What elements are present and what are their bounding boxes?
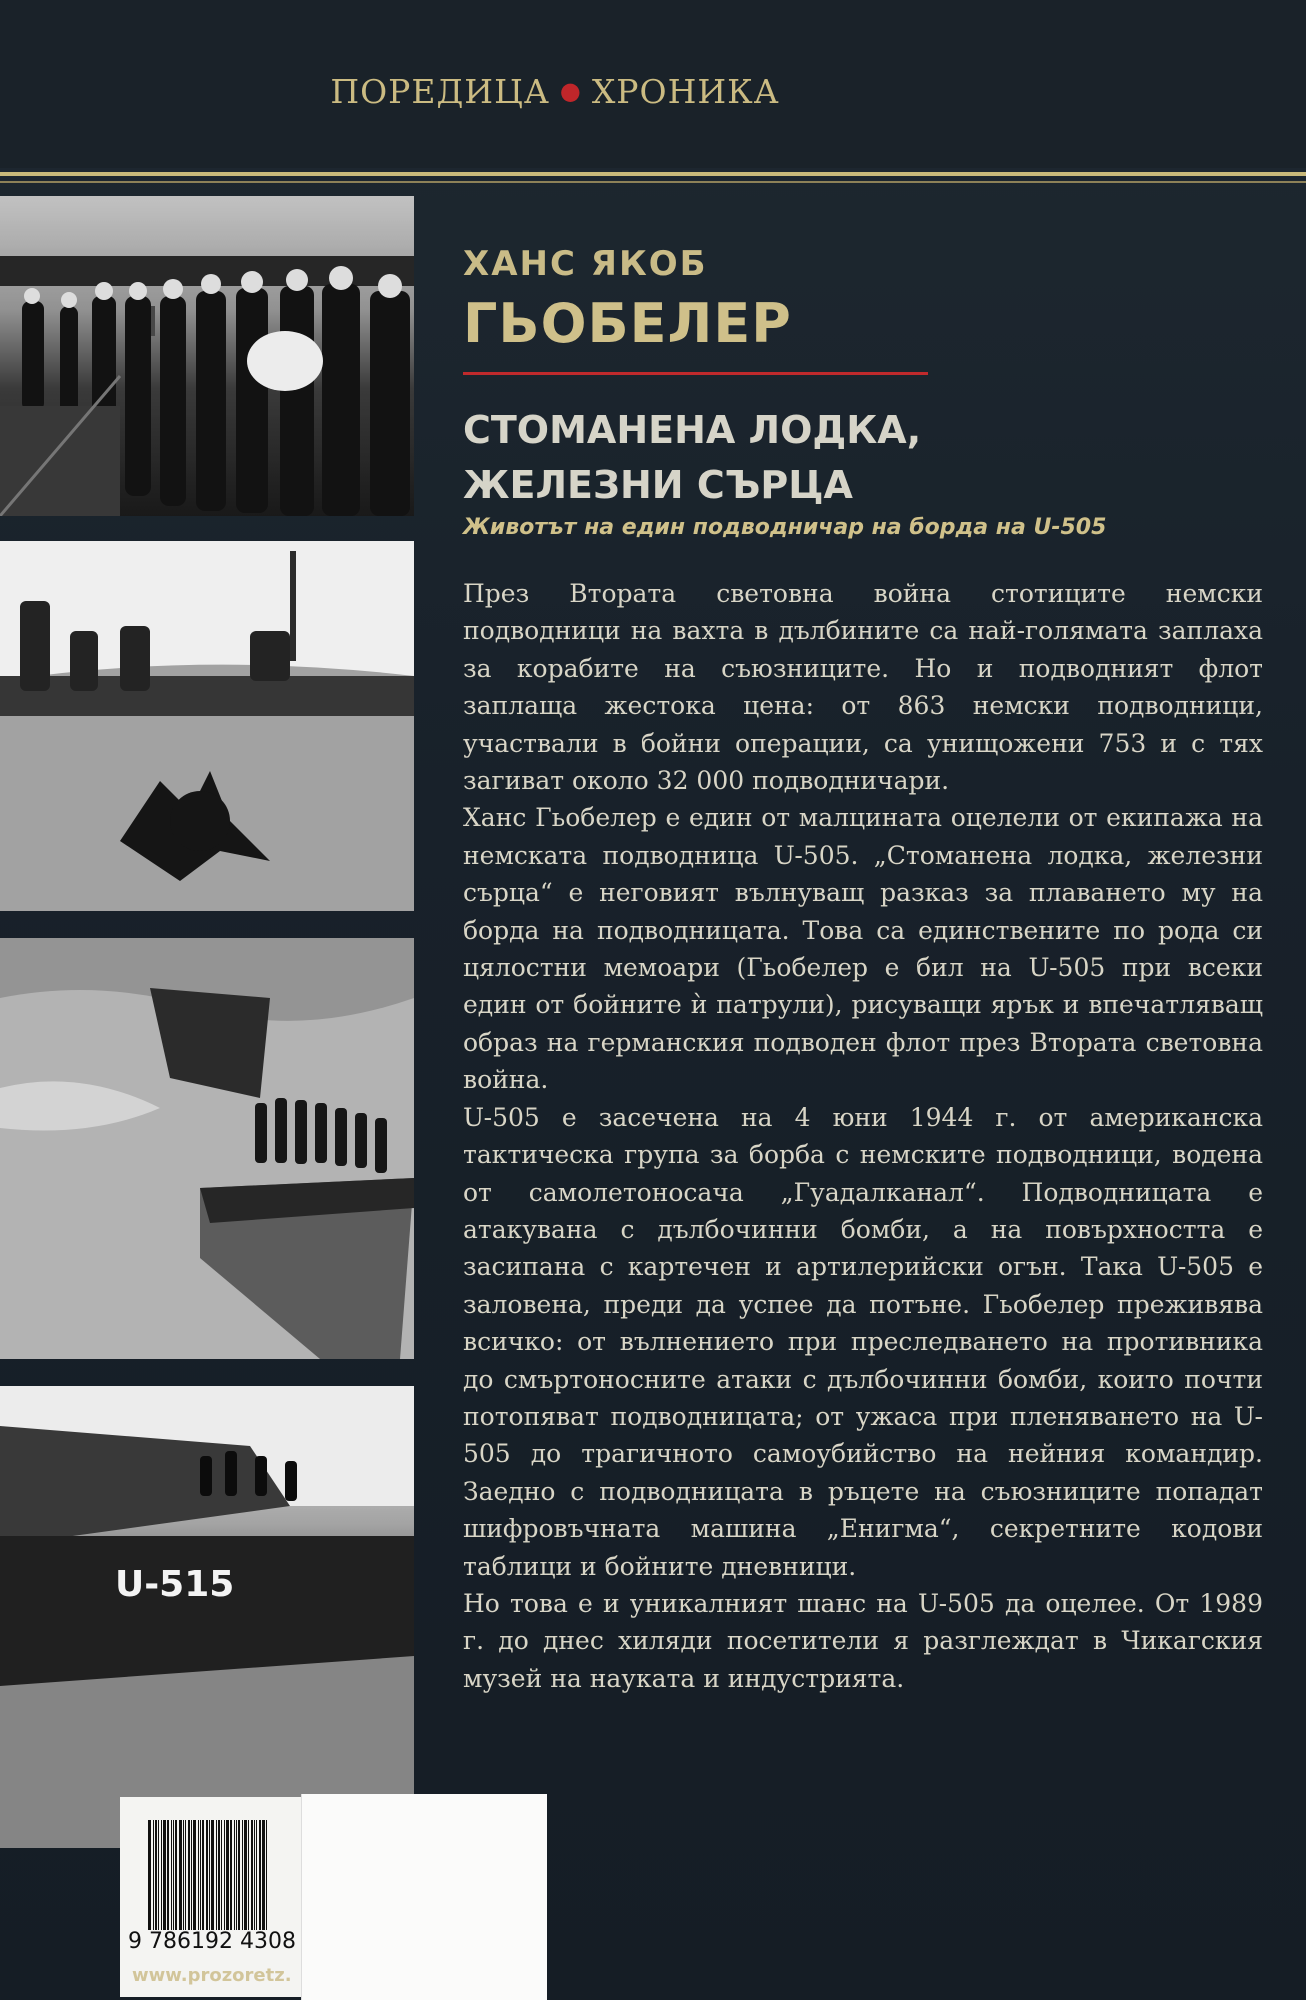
barcode-bar bbox=[202, 1820, 204, 1930]
hull-number-label: U-515 bbox=[115, 1564, 235, 1605]
barcode-bar bbox=[230, 1820, 232, 1930]
barcode-bar bbox=[155, 1820, 157, 1930]
description bbox=[463, 575, 1263, 1697]
barcode-bar bbox=[236, 1820, 237, 1930]
description-paragraph: През Втората световна война стотиците немски подводници на вахта в дълбините са най-голямата заплаха за корабите на съюзниците. Но и подводният флот заплаща жестока цена: от 863 немски подводници, участвали в бойни операции, са унищожени 753 и с тях загиват около 32 000 подводничари. bbox=[463, 579, 1263, 796]
description-paragraph: Ханс Гьобелер е един от малцината оцелели от екипажа на немската подводница U-505. „Стоманена лодка, железни сърца“ е неговият вълнуващ разказ за плаването му на борда на подводницата. Това са единствените по рода си цялостни мемоари (Гьобелер е бил на U-505 при всеки един от бойните ѝ патрули), рисуващи ярък и впечатляващ образ на германския подводен флот през Втората световна война. bbox=[463, 803, 1263, 1095]
sinking-submarine-photo bbox=[0, 938, 414, 1359]
barcode-bar bbox=[254, 1820, 255, 1930]
barcode-bar bbox=[167, 1820, 169, 1930]
barcode-bar bbox=[161, 1820, 162, 1930]
barcode-bar bbox=[262, 1820, 265, 1930]
barcode-bar bbox=[173, 1820, 174, 1930]
description-paragraph: U-505 е засечена на 4 юни 1944 г. от американска тактическа група за борба с немските подводници, водена от самолетоносача „Гуадалканал“. Подводницата е атакувана с дълбочинни бомби, а на повърхността е засипана с картечен и артилерийски огън. Така U-505 е заловена, преди да успее да потъне. Гьобелер преживява всичко: от вълнението при преследването на противника до смъртоносните атаки с дълбочинни бомби, които почти потопяват подводницата; от ужаса при пленяването на U-505 до трагичното самоубийство на нейния командир. Заедно с подводницата в ръцете на съюзниците попадат шифровъчната машина „Енигма“, секретните кодови таблици и бойните дневници. bbox=[463, 1102, 1263, 1581]
barcode-bar bbox=[251, 1820, 253, 1930]
barcode-bar bbox=[256, 1820, 257, 1930]
barcode-bar bbox=[183, 1820, 184, 1930]
book-subtitle: Животът на един подводничар на борда на U-505 bbox=[463, 515, 1107, 540]
barcode-bar bbox=[211, 1820, 214, 1930]
barcode-bar bbox=[193, 1820, 196, 1930]
crew-on-deck-photo bbox=[0, 196, 414, 516]
barcode-bar bbox=[224, 1820, 225, 1930]
author-last-name: ГЬОБЕЛЕР bbox=[463, 292, 792, 355]
title-line-2: ЖЕЛЕЗНИ СЪРЦА bbox=[463, 463, 853, 507]
barcode-bar bbox=[188, 1820, 190, 1930]
barcode-bar bbox=[153, 1820, 154, 1930]
barcode-bar bbox=[244, 1820, 247, 1930]
barcode-bar bbox=[238, 1820, 240, 1930]
barcode-bar bbox=[259, 1820, 261, 1930]
barcode-bar bbox=[175, 1820, 177, 1930]
u515-submarine-photo bbox=[0, 1386, 414, 1848]
price-sticker bbox=[301, 1794, 547, 2000]
barcode-bar bbox=[248, 1820, 249, 1930]
description-paragraph: Но това е и уникалният шанс на U-505 да оцелее. От 1989 г. до днес хиляди посетители я разглеждат в Чикагския музей на науката и индустрията. bbox=[463, 1588, 1263, 1693]
gold-divider-thin bbox=[0, 181, 1306, 183]
barcode-bar bbox=[198, 1820, 199, 1930]
series-right: ХРОНИКА bbox=[591, 72, 780, 111]
title-line-1: СТОМАНЕНА ЛОДКА, bbox=[463, 408, 922, 452]
barcode-icon bbox=[148, 1820, 305, 1930]
barcode-bar bbox=[179, 1820, 182, 1930]
barcode-bar bbox=[148, 1820, 151, 1930]
barcode-bar bbox=[221, 1820, 222, 1930]
publisher-website: www.prozoretz. bbox=[132, 1965, 292, 1986]
barcode-bar bbox=[171, 1820, 172, 1930]
barcode-bar bbox=[242, 1820, 243, 1930]
barcode-bar bbox=[191, 1820, 192, 1930]
barcode-bar bbox=[266, 1820, 267, 1930]
red-divider bbox=[463, 372, 928, 375]
isbn-number: 9 786192 4308 bbox=[128, 1929, 296, 1954]
barcode-bar bbox=[218, 1820, 220, 1930]
conning-tower-emblem-photo bbox=[0, 541, 414, 911]
barcode-bar bbox=[216, 1820, 217, 1930]
barcode-bar bbox=[209, 1820, 210, 1930]
author-first-name: ХАНС ЯКОБ bbox=[463, 244, 708, 284]
barcode-bar bbox=[185, 1820, 186, 1930]
barcode-bar bbox=[234, 1820, 235, 1930]
barcode-bar bbox=[158, 1820, 159, 1930]
barcode-bar bbox=[200, 1820, 201, 1930]
barcode-bar bbox=[163, 1820, 166, 1930]
series-left: ПОРЕДИЦА bbox=[330, 72, 550, 111]
barcode-bar bbox=[206, 1820, 208, 1930]
series-dot-icon: ● bbox=[559, 77, 582, 105]
barcode-bar bbox=[226, 1820, 229, 1930]
book-title bbox=[463, 403, 921, 513]
series-label bbox=[0, 72, 1110, 111]
gold-divider bbox=[0, 172, 1306, 176]
